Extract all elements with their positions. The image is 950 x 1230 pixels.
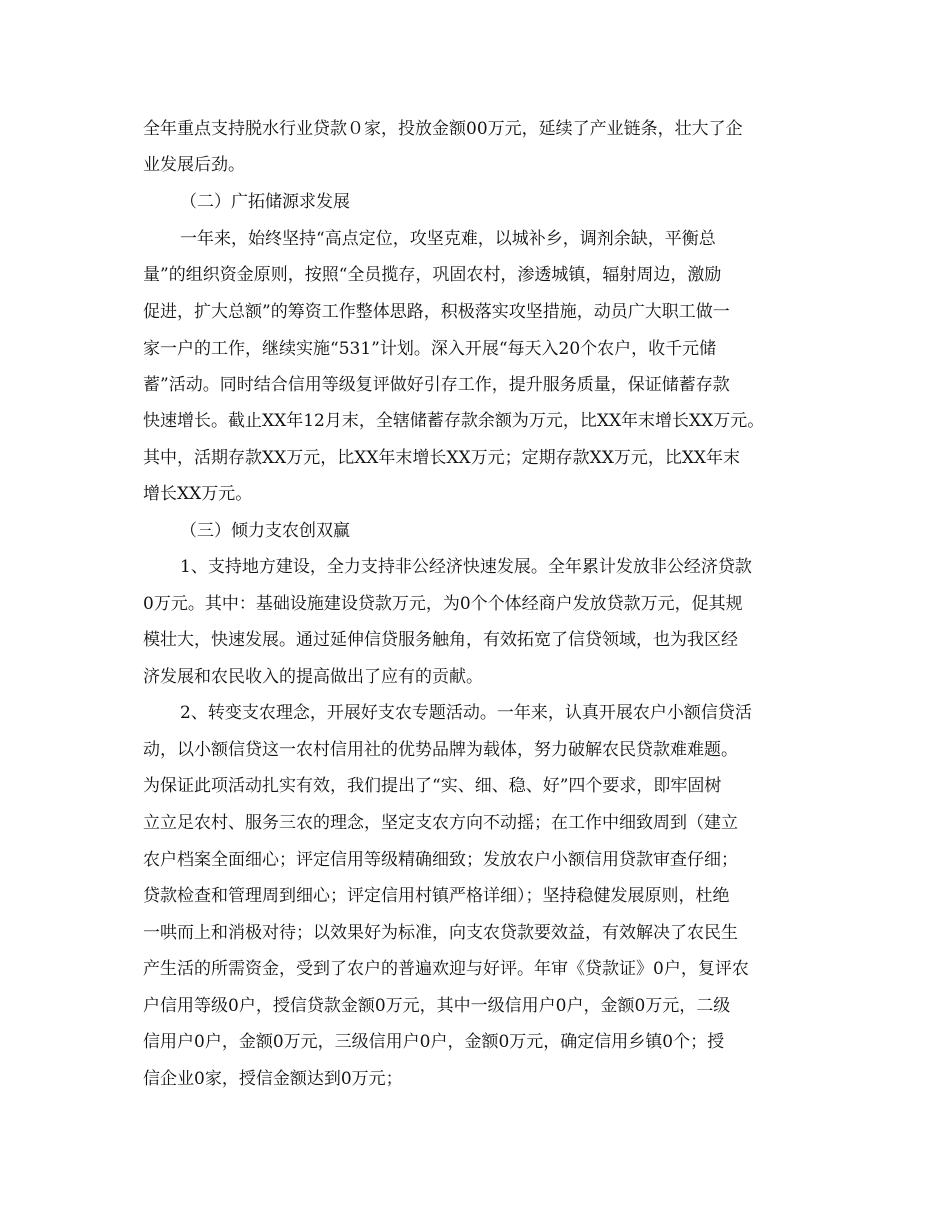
paragraph-line: 蓄”活动。同时结合信用等级复评做好引存工作，提升服务质量，保证储蓄存款 [143, 375, 730, 395]
paragraph-line: 信企业0家，授信金额达到0万元； [143, 1069, 403, 1089]
paragraph-line: 模壮大，快速发展。通过延伸信贷服务触角，有效拓宽了信贷领域，也为我区经 [143, 630, 738, 650]
paragraph-line: 其中，活期存款XX万元，比XX年末增长XX万元；定期存款XX万元，比XX年末 [143, 448, 741, 468]
paragraph-line: 快速增长。截止XX年12月末，全辖储蓄存款余额为万元，比XX年末增长XX万元。 [143, 411, 765, 431]
paragraph-line: 促进，扩大总额”的筹资工作整体思路，积极落实攻坚措施，动员广大职工做一 [143, 302, 730, 322]
paragraph-line: 信用户0户，金额0万元，三级信用户0户，金额0万元，确定信用乡镇0个；授 [143, 1032, 725, 1052]
paragraph-line: 动，以小额信贷这一农村信用社的优势品牌为载体，努力破解农民贷款难难题。 [143, 740, 738, 760]
paragraph-line: 产生活的所需资金，受到了农户的普遍欢迎与好评。年审《贷款证》0户，复评农 [143, 959, 749, 979]
paragraph-line: 农户档案全面细心；评定信用等级精确细致；发放农户小额信用贷款审查仔细； [143, 850, 738, 870]
paragraph-line: 0万元。其中：基础设施建设贷款万元，为0个个体经商户发放贷款万元，促其规 [143, 594, 743, 614]
paragraph-line: 为保证此项活动扎实有效，我们提出了“实、细、稳、好”四个要求，即牢固树 [143, 776, 722, 796]
paragraph-line: 济发展和农民收入的提高做出了应有的贡献。 [143, 667, 483, 687]
paragraph-line: 户信用等级0户，授信贷款金额0万元，其中一级信用户0户，金额0万元，二级 [143, 996, 731, 1016]
paragraph-line: 增长XX万元。 [143, 484, 253, 504]
paragraph-line: 量”的组织资金原则，按照“全员揽存，巩固农村，渗透城镇，辐射周边，激励 [143, 265, 722, 285]
paragraph-line: 家一户的工作，继续实施“531”计划。深入开展“每天入20个农户，收千元储 [143, 339, 717, 359]
section-heading: （三）倾力支农创双赢 [180, 521, 350, 541]
paragraph-line: 一哄而上和消极对待；以效果好为标准，向支农贷款要效益，有效解决了农民生 [143, 923, 738, 943]
paragraph-line: 一年来，始终坚持“高点定位，攻坚克难，以城补乡，调剂余缺，平衡总 [180, 229, 716, 249]
paragraph-line: 立立足农村、服务三农的理念，坚定支农方向不动摇；在工作中细致周到（建立 [143, 813, 738, 833]
paragraph-line: 贷款检查和管理周到细心；评定信用村镇严格详细）；坚持稳健发展原则，杜绝 [143, 886, 730, 906]
section-heading: （二）广拓储源求发展 [180, 192, 350, 212]
paragraph-line: 2、转变支农理念，开展好支农专题活动。一年来，认真开展农户小额信贷活 [180, 703, 752, 723]
paragraph-line: 1、支持地方建设，全力支持非公经济快速发展。全年累计发放非公经济贷款 [180, 557, 752, 577]
paragraph-line: 业发展后劲。 [143, 155, 245, 175]
paragraph-line: 全年重点支持脱水行业贷款０家，投放金额00万元，延续了产业链条，壮大了企 [143, 119, 743, 139]
